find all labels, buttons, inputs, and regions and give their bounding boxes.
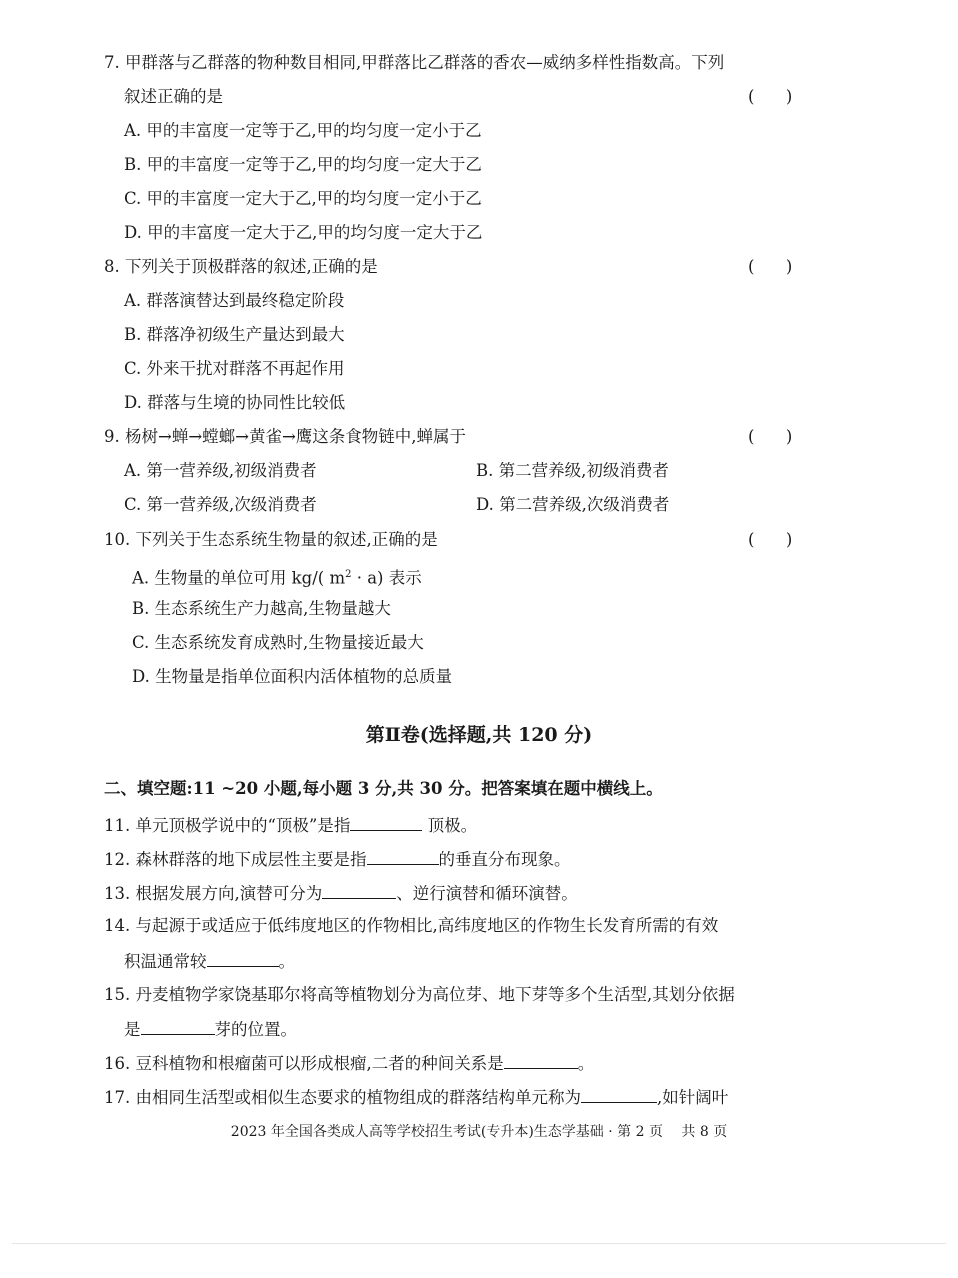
question-12-text-end: 的垂直分布现象。 (438, 850, 571, 869)
question-9-option-a: A. 第一营养级,初级消费者 (124, 461, 317, 480)
question-15-line1: 15. 丹麦植物学家饶基耶尔将高等植物划分为高位芽、地下芽等多个生活型,其划分依据 (104, 985, 735, 1004)
question-11-blank[interactable] (350, 814, 422, 831)
question-15-line2 (124, 1018, 297, 1041)
question-8-stem: 8. 下列关于顶极群落的叙述,正确的是 (104, 257, 378, 276)
bottom-divider (12, 1243, 946, 1244)
question-10-option-a-text: A. 生物量的单位可用 kg/( m (132, 568, 346, 588)
question-12-text: 12. 森林群落的地下成层性主要是指 (104, 850, 367, 869)
question-15-blank[interactable] (141, 1018, 215, 1035)
question-10-option-d: D. 生物量是指单位面积内活体植物的总质量 (132, 667, 453, 686)
question-13 (104, 882, 578, 905)
question-15-text-end: 芽的位置。 (214, 1020, 297, 1039)
question-12-blank[interactable] (367, 848, 439, 865)
question-10-option-c: C. 生态系统发育成熟时,生物量接近最大 (132, 633, 424, 652)
question-17-text: 17. 由相同生活型或相似生态要求的植物组成的群落结构单元称为 (104, 1088, 581, 1107)
question-8-answer-paren: ( ) (748, 257, 793, 276)
question-7-option-d: D. 甲的丰富度一定大于乙,甲的均匀度一定大于乙 (124, 223, 483, 242)
fill-in-instruction: 二、填空题:11 ~20 小题,每小题 3 分,共 30 分。把答案填在题中横线上。 (104, 779, 663, 798)
question-11 (104, 814, 477, 837)
page-footer: 2023 年全国各类成人高等学校招生考试(专升本)生态学基础 · 第 2 页 共 8 页 (230, 1124, 728, 1140)
question-16 (104, 1052, 594, 1075)
question-9-option-b: B. 第二营养级,初级消费者 (476, 461, 669, 480)
question-16-text-end: 。 (577, 1054, 595, 1073)
question-9-stem: 9. 杨树→蝉→螳螂→黄雀→鹰这条食物链中,蝉属于 (104, 427, 467, 446)
question-8-option-d: D. 群落与生境的协同性比较低 (124, 393, 346, 412)
question-14-line2 (124, 950, 295, 973)
question-9-option-d: D. 第二营养级,次级消费者 (476, 495, 670, 514)
question-7-option-b: B. 甲的丰富度一定等于乙,甲的均匀度一定大于乙 (124, 155, 482, 174)
question-8-option-a: A. 群落演替达到最终稳定阶段 (124, 291, 345, 310)
section-title: 第Ⅱ卷(选择题,共 120 分) (365, 724, 593, 746)
question-14-text: 积温通常较 (124, 952, 207, 971)
question-8-option-b: B. 群落净初级生产量达到最大 (124, 325, 345, 344)
question-17-text-end: ,如针阔叶 (657, 1088, 729, 1107)
question-11-text: 11. 单元顶极学说中的“顶极”是指 (104, 816, 351, 835)
question-7-option-a: A. 甲的丰富度一定等于乙,甲的均匀度一定小于乙 (124, 121, 482, 140)
question-11-text-end: 顶极。 (422, 816, 478, 835)
question-13-text-end: 、逆行演替和循环演替。 (396, 884, 578, 903)
question-9-option-c: C. 第一营养级,次级消费者 (124, 495, 317, 514)
question-17-blank[interactable] (581, 1086, 657, 1103)
question-10-option-b: B. 生态系统生产力越高,生物量越大 (132, 599, 391, 618)
question-16-text: 16. 豆科植物和根瘤菌可以形成根瘤,二者的种间关系是 (104, 1054, 504, 1073)
question-13-blank[interactable] (322, 882, 396, 899)
question-14-blank[interactable] (207, 950, 279, 967)
question-14-line1: 14. 与起源于或适应于低纬度地区的作物相比,高纬度地区的作物生长发育所需的有效 (104, 916, 719, 935)
question-7-answer-paren: ( ) (748, 87, 793, 106)
question-16-blank[interactable] (504, 1052, 578, 1069)
question-9-answer-paren: ( ) (748, 427, 793, 446)
question-7-stem-line2: 叙述正确的是 (124, 87, 223, 106)
question-10-answer-paren: ( ) (748, 530, 793, 549)
question-12 (104, 848, 571, 871)
question-13-text: 13. 根据发展方向,演替可分为 (104, 884, 323, 903)
question-7-stem-line1: 7. 甲群落与乙群落的物种数目相同,甲群落比乙群落的香农—威纳多样性指数高。下列 (104, 53, 725, 72)
question-10-option-a (132, 564, 422, 590)
question-10-stem: 10. 下列关于生态系统生物量的叙述,正确的是 (104, 530, 438, 549)
question-17 (104, 1086, 728, 1109)
question-7-option-c: C. 甲的丰富度一定大于乙,甲的均匀度一定小于乙 (124, 189, 482, 208)
question-10-option-a-unit: · a) 表示 (351, 568, 422, 588)
question-15-text: 是 (124, 1020, 141, 1039)
question-14-text-end: 。 (278, 952, 295, 971)
question-10-option-a-exponent: 2 (345, 569, 352, 580)
question-8-option-c: C. 外来干扰对群落不再起作用 (124, 359, 345, 378)
